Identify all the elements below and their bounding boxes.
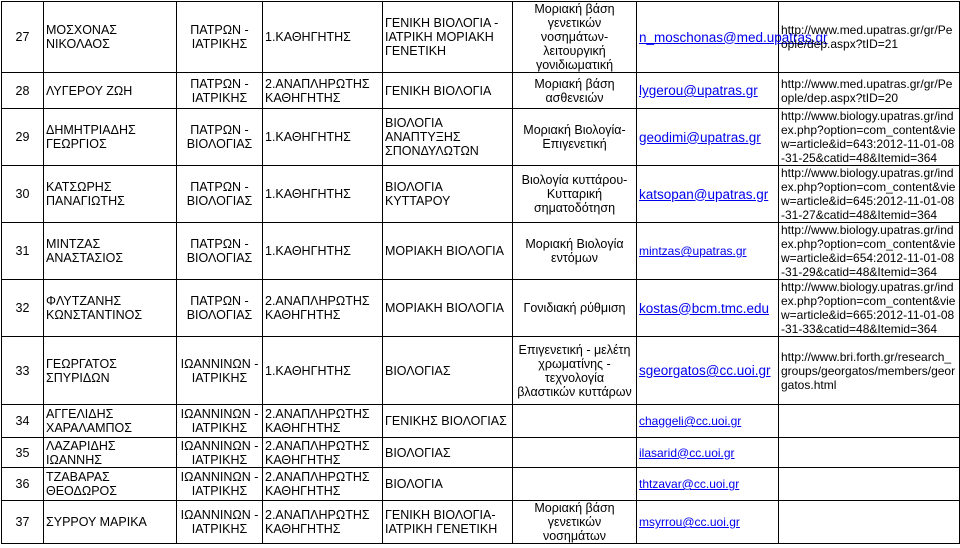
cell-url	[779, 109, 960, 166]
profile-url[interactable]: http://www.biology.upatras.gr/index.php?option=com_content&view=article&id=665:2012-11-01-08-31-33&catid=48&Itemid=364	[781, 280, 956, 336]
email-link[interactable]: kostas@bcm.tmc.edu	[639, 300, 769, 316]
cell-subject	[383, 468, 513, 501]
cell-rank	[263, 468, 383, 501]
cell-rank	[263, 438, 383, 468]
cell-subject	[383, 73, 513, 109]
email-link[interactable]: n_moschonas@med.upatras.gr	[639, 29, 828, 45]
cell-url	[779, 468, 960, 501]
cell-email	[637, 337, 779, 405]
cell-research	[513, 501, 637, 544]
num-text: 27	[15, 30, 30, 44]
cell-email	[637, 73, 779, 109]
research-text: Μοριακή βάση γενετικών νοσημάτων	[534, 501, 615, 543]
cell-email	[637, 468, 779, 501]
cell-num	[2, 438, 44, 468]
subject-text: ΓΕΝΙΚΗΣ ΒΙΟΛΟΓΙΑΣ	[385, 414, 507, 428]
cell-rank	[263, 2, 383, 73]
research-text: Βιολογία κυττάρου-Κυτταρική σηματοδότηση	[521, 173, 628, 215]
name-text: ΑΓΓΕΛΙΔΗΣ ΧΑΡΑΛΑΜΠΟΣ	[46, 407, 132, 435]
cell-research	[513, 109, 637, 166]
rank-text: 2.ΑΝΑΠΛΗΡΩΤΗΣ ΚΑΘΗΓΗΤΗΣ	[265, 470, 370, 498]
cell-num	[2, 280, 44, 337]
cell-url	[779, 337, 960, 405]
subject-text: ΓΕΝΙΚΗ ΒΙΟΛΟΓΙΑ-ΙΑΤΡΙΚΗ ΓΕΝΕΤΙΚΗ	[385, 508, 498, 536]
num-text: 31	[15, 244, 30, 258]
rank-text: 1.ΚΑΘΗΓΗΤΗΣ	[265, 244, 351, 258]
subject-text: ΒΙΟΛΟΓΙΑΣ	[385, 363, 451, 378]
name-text: ΦΛΥΤΖΑΝΗΣ ΚΩΝΣΤΑΝΤΙΝΟΣ	[46, 294, 143, 322]
email-link[interactable]: lygerou@upatras.gr	[639, 83, 758, 98]
name-text: ΜΟΣΧΟΝΑΣ ΝΙΚΟΛΑΟΣ	[46, 23, 118, 51]
cell-subject	[383, 337, 513, 405]
cell-url	[779, 280, 960, 337]
dept-text: ΠΑΤΡΩΝ - ΒΙΟΛΟΓΙΑΣ	[186, 237, 253, 265]
cell-research	[513, 280, 637, 337]
cell-name	[44, 223, 177, 280]
research-text: Γονιδιακή ρύθμιση	[523, 301, 626, 315]
email-link[interactable]: ilasarid@cc.uoi.gr	[639, 445, 735, 460]
num-text: 32	[15, 301, 30, 315]
faculty-table	[1, 1, 960, 544]
profile-url[interactable]: http://www.med.upatras.gr/gr/People/dep.aspx?tID=21	[781, 23, 953, 51]
subject-text: ΜΟΡΙΑΚΗ ΒΙΟΛΟΓΙΑ	[385, 244, 504, 258]
cell-rank	[263, 73, 383, 109]
cell-rank	[263, 109, 383, 166]
dept-text: ΙΩΑΝΝΙΝΩΝ - ΙΑΤΡΙΚΗΣ	[180, 407, 259, 435]
dept-text: ΠΑΤΡΩΝ - ΒΙΟΛΟΓΙΑΣ	[186, 180, 253, 208]
research-text: Επιγενετική - μελέτη χρωματίνης - τεχνολογία βλαστικών κυττάρων	[517, 342, 632, 399]
email-link[interactable]: geodimi@upatras.gr	[639, 129, 761, 145]
cell-email	[637, 438, 779, 468]
name-text: ΛΑΖΑΡΙΔΗΣ ΙΩΑΝΝΗΣ	[46, 438, 116, 467]
cell-research	[513, 166, 637, 223]
cell-subject	[383, 405, 513, 438]
rank-text: 2.ΑΝΑΠΛΗΡΩΤΗΣ ΚΑΘΗΓΗΤΗΣ	[265, 294, 370, 322]
num-text: 37	[15, 515, 30, 529]
cell-dept	[177, 337, 263, 405]
name-text: ΔΗΜΗΤΡΙΑΔΗΣ ΓΕΩΡΓΙΟΣ	[46, 123, 136, 151]
cell-dept	[177, 223, 263, 280]
cell-url	[779, 405, 960, 438]
table-row	[2, 501, 960, 544]
cell-num	[2, 166, 44, 223]
dept-text: ΙΩΑΝΝΙΝΩΝ - ΙΑΤΡΙΚΗΣ	[180, 356, 259, 385]
table-row	[2, 166, 960, 223]
cell-email	[637, 223, 779, 280]
cell-url	[779, 2, 960, 73]
cell-name	[44, 109, 177, 166]
email-link[interactable]: chaggeli@cc.uoi.gr	[639, 414, 742, 428]
cell-rank	[263, 501, 383, 544]
rank-text: 1.ΚΑΘΗΓΗΤΗΣ	[265, 30, 351, 44]
cell-research	[513, 337, 637, 405]
name-text: ΛΥΓΕΡΟΥ ΖΩΗ	[46, 83, 133, 98]
rank-text: 2.ΑΝΑΠΛΗΡΩΤΗΣ ΚΑΘΗΓΗΤΗΣ	[265, 508, 370, 536]
cell-num	[2, 468, 44, 501]
cell-url	[779, 73, 960, 109]
name-text: ΤΖΑΒΑΡΑΣ ΘΕΟΔΩΡΟΣ	[46, 470, 118, 498]
cell-dept	[177, 468, 263, 501]
cell-url	[779, 438, 960, 468]
profile-url[interactable]: http://www.biology.upatras.gr/index.php?option=com_content&view=article&id=654:2012-11-01-08-31-29&catid=48&Itemid=364	[781, 223, 956, 279]
cell-name	[44, 501, 177, 544]
cell-num	[2, 501, 44, 544]
profile-url[interactable]: http://www.biology.upatras.gr/index.php?option=com_content&view=article&id=645:2012-11-01-08-31-27&catid=48&Itemid=364	[781, 166, 956, 222]
dept-text: ΙΩΑΝΝΙΝΩΝ - ΙΑΤΡΙΚΗΣ	[180, 508, 259, 536]
num-text: 34	[15, 414, 30, 428]
email-link[interactable]: msyrrou@cc.uoi.gr	[639, 515, 740, 529]
cell-num	[2, 109, 44, 166]
table-row	[2, 223, 960, 280]
cell-rank	[263, 405, 383, 438]
table-row	[2, 280, 960, 337]
dept-text: ΠΑΤΡΩΝ - ΒΙΟΛΟΓΙΑΣ	[186, 294, 253, 322]
rank-text: 2.ΑΝΑΠΛΗΡΩΤΗΣ ΚΑΘΗΓΗΤΗΣ	[265, 407, 370, 435]
profile-url[interactable]: http://www.bri.forth.gr/research_groups/georgatos/members/georgatos.html	[781, 349, 956, 392]
name-text: ΓΕΩΡΓΑΤΟΣ ΣΠΥΡΙΔΩΝ	[46, 356, 117, 385]
cell-email	[637, 405, 779, 438]
table-row	[2, 405, 960, 438]
cell-num	[2, 2, 44, 73]
name-text: ΣΥΡΡΟΥ ΜΑΡΙΚΑ	[46, 515, 147, 529]
name-text: ΚΑΤΣΩΡΗΣ ΠΑΝΑΓΙΩΤΗΣ	[46, 180, 125, 208]
cell-subject	[383, 109, 513, 166]
dept-text: ΙΩΑΝΝΙΝΩΝ - ΙΑΤΡΙΚΗΣ	[180, 438, 259, 467]
rank-text: 1.ΚΑΘΗΓΗΤΗΣ	[265, 187, 351, 201]
cell-url	[779, 223, 960, 280]
cell-dept	[177, 2, 263, 73]
table-row	[2, 468, 960, 501]
table-row	[2, 109, 960, 166]
cell-research	[513, 2, 637, 73]
cell-name	[44, 166, 177, 223]
cell-subject	[383, 2, 513, 73]
cell-rank	[263, 223, 383, 280]
cell-name	[44, 2, 177, 73]
dept-text: ΠΑΤΡΩΝ - ΙΑΤΡΙΚΗΣ	[190, 76, 249, 105]
cell-dept	[177, 405, 263, 438]
rank-text: 2.ΑΝΑΠΛΗΡΩΤΗΣ ΚΑΘΗΓΗΤΗΣ	[265, 438, 370, 467]
num-text: 35	[15, 445, 30, 460]
email-link[interactable]: thtzavar@cc.uoi.gr	[639, 477, 740, 491]
rank-text: 2.ΑΝΑΠΛΗΡΩΤΗΣ ΚΑΘΗΓΗΤΗΣ	[265, 76, 370, 105]
subject-text: ΓΕΝΙΚΗ ΒΙΟΛΟΓΙΑ - ΙΑΤΡΙΚΗ ΜΟΡΙΑΚΗ ΓΕΝΕΤΙΚΗ	[385, 16, 499, 58]
num-text: 30	[15, 187, 30, 201]
cell-dept	[177, 109, 263, 166]
research-text: Μοριακή Βιολογία-Επιγενετική	[523, 123, 626, 151]
cell-dept	[177, 73, 263, 109]
num-text: 29	[15, 130, 30, 144]
subject-text: ΒΙΟΛΟΓΙΑ ΑΝΑΠΤΥΞΗΣ ΣΠΟΝΔΥΛΩΤΩΝ	[385, 116, 479, 158]
cell-research	[513, 468, 637, 501]
cell-name	[44, 73, 177, 109]
cell-name	[44, 468, 177, 501]
cell-subject	[383, 166, 513, 223]
cell-name	[44, 438, 177, 468]
dept-text: ΠΑΤΡΩΝ - ΙΑΤΡΙΚΗΣ	[190, 23, 249, 51]
cell-subject	[383, 438, 513, 468]
subject-text: ΒΙΟΛΟΓΙΑ	[385, 477, 443, 491]
num-text: 36	[15, 477, 30, 491]
dept-text: ΠΑΤΡΩΝ - ΒΙΟΛΟΓΙΑΣ	[186, 123, 253, 151]
cell-rank	[263, 166, 383, 223]
research-text: Μοριακή βάση ασθενειών	[534, 76, 615, 105]
cell-num	[2, 223, 44, 280]
rank-text: 1.ΚΑΘΗΓΗΤΗΣ	[265, 130, 351, 144]
cell-name	[44, 405, 177, 438]
cell-research	[513, 223, 637, 280]
cell-num	[2, 405, 44, 438]
num-text: 28	[15, 83, 30, 98]
cell-url	[779, 501, 960, 544]
cell-email	[637, 501, 779, 544]
name-text: ΜΙΝΤΖΑΣ ΑΝΑΣΤΑΣΙΟΣ	[46, 237, 124, 265]
subject-text: ΒΙΟΛΟΓΙΑΣ	[385, 445, 451, 460]
table-row	[2, 73, 960, 109]
subject-text: ΒΙΟΛΟΓΙΑ ΚΥΤΤΑΡΟΥ	[385, 180, 451, 208]
table-row	[2, 337, 960, 405]
research-text: Μοριακή Βιολογία εντόμων	[525, 237, 624, 265]
email-link[interactable]: sgeorgatos@cc.uoi.gr	[639, 363, 771, 378]
email-link[interactable]: katsopan@upatras.gr	[639, 186, 769, 202]
cell-rank	[263, 337, 383, 405]
cell-email	[637, 2, 828, 73]
subject-text: ΜΟΡΙΑΚΗ ΒΙΟΛΟΓΙΑ	[385, 301, 504, 315]
rank-text: 1.ΚΑΘΗΓΗΤΗΣ	[265, 363, 351, 378]
profile-url[interactable]: http://www.biology.upatras.gr/index.php?option=com_content&view=article&id=643:2012-11-01-08-31-25&catid=48&Itemid=364	[781, 109, 956, 165]
cell-email	[637, 109, 779, 166]
cell-url	[779, 166, 960, 223]
profile-url[interactable]: http://www.med.upatras.gr/gr/People/dep.aspx?tID=20	[781, 76, 953, 105]
research-text: Μοριακή βάση γενετικών νοσημάτων-λειτουργική γονιδιωματική	[534, 2, 615, 72]
cell-subject	[383, 501, 513, 544]
cell-subject	[383, 223, 513, 280]
cell-name	[44, 280, 177, 337]
cell-subject	[383, 280, 513, 337]
cell-research	[513, 73, 637, 109]
cell-num	[2, 337, 44, 405]
email-link[interactable]: mintzas@upatras.gr	[639, 244, 747, 258]
cell-research	[513, 405, 637, 438]
cell-rank	[263, 280, 383, 337]
cell-dept	[177, 166, 263, 223]
table-row	[2, 438, 960, 468]
cell-name	[44, 337, 177, 405]
cell-num	[2, 73, 44, 109]
dept-text: ΙΩΑΝΝΙΝΩΝ - ΙΑΤΡΙΚΗΣ	[180, 470, 259, 498]
num-text: 33	[15, 363, 30, 378]
cell-dept	[177, 501, 263, 544]
cell-email	[637, 280, 779, 337]
subject-text: ΓΕΝΙΚΗ ΒΙΟΛΟΓΙΑ	[385, 83, 492, 98]
cell-email	[637, 166, 779, 223]
cell-research	[513, 438, 637, 468]
table-row	[2, 2, 960, 73]
cell-dept	[177, 438, 263, 468]
cell-dept	[177, 280, 263, 337]
